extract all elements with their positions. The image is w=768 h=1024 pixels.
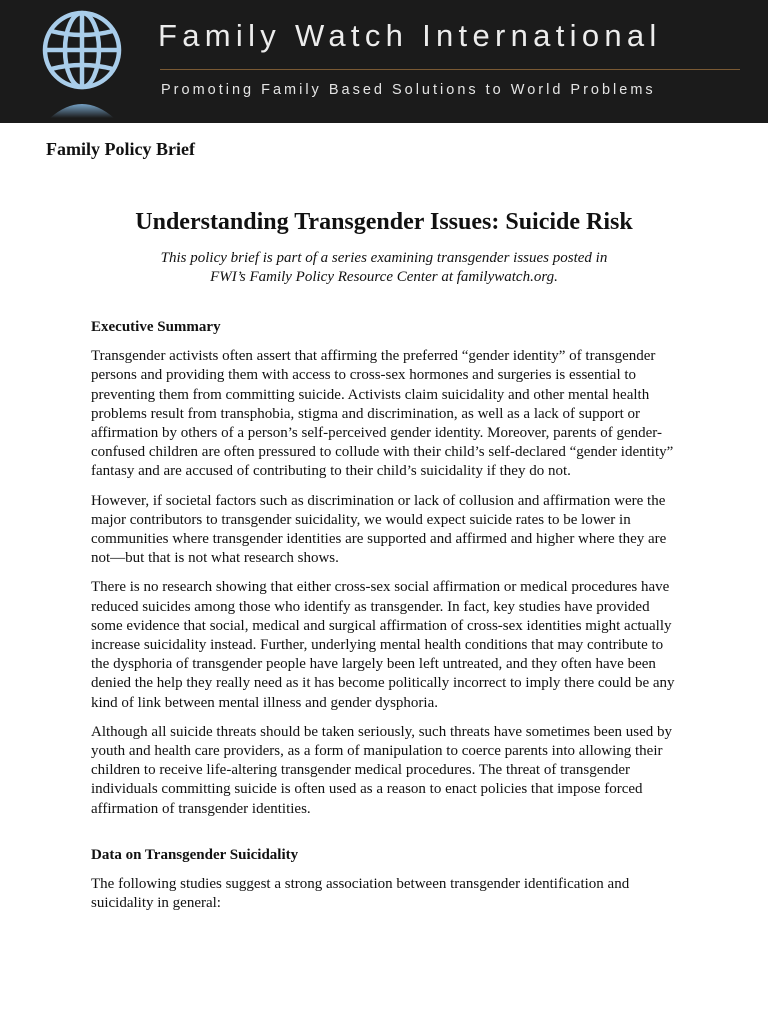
globe-icon [36, 6, 128, 118]
org-name: Family Watch International [158, 18, 662, 53]
document-title: Understanding Transgender Issues: Suicide Risk [135, 209, 633, 235]
body-paragraph: The following studies suggest a strong association between transgender identification and suicidality in general: [91, 876, 630, 912]
document-kicker: Family Policy Brief [46, 139, 195, 159]
document-intro [0, 249, 768, 287]
section-heading: Data on Transgender Suicidality [91, 846, 299, 863]
body-paragraph: Although all suicide threats should be taken seriously, such threats have sometimes been used by youth and health care providers, as a form of manipulation to coerce parents into allowing their children to receive life-altering transgender medical procedures. The threat of transgender individuals committing suicide is often used as a reason to enact policies that impose forced affirmation of transgender identities. [91, 723, 672, 817]
document-body [91, 318, 681, 923]
intro-line: FWI’s Family Policy Resource Center at familywatch.org. [210, 269, 558, 285]
org-tagline: Promoting Family Based Solutions to World Problems [161, 82, 656, 98]
intro-line: This policy brief is part of a series examining transgender issues posted in [160, 250, 608, 266]
header-divider [160, 69, 740, 70]
section-heading: Executive Summary [91, 319, 221, 335]
body-paragraph: There is no research showing that either cross-sex social affirmation or medical procedures have reduced suicides among those who identify as transgender. In fact, key studies have provided some evidence that social, medical and surgical affirmation of cross-sex identities might actually increase suicidality instead. Further, underlying mental health conditions that may contribute to the dysphoria of transgender people have largely been left untreated, and they often have been denied the help they really need as it has become politically incorrect to imply there could be any kind of link between mental illness and gender dysphoria. [91, 579, 675, 711]
body-paragraph: However, if societal factors such as discrimination or lack of collusion and affirmation were the major contributors to transgender suicidality, we would expect suicide rates to be lower in communities where transgender identities are supported and affirmed and higher where they are not—but that is not what research shows. [91, 492, 667, 567]
body-paragraph: Transgender activists often assert that affirming the preferred “gender identity” of transgender persons and providing them with access to cross-sex hormones and surgeries is essential to preventing them from committing suicide. Activists claim suicidality and other mental health problems result from transphobia, stigma and discrimination, as well as a lack of support or affirmation by others of a person’s self-perceived gender identity. Moreover, parents of gender-confused children are often pressured to collude with their child’s self-declared “gender identity” fantasy and are accused of contributing to their child’s suicidality if they do not. [91, 348, 674, 480]
header-banner [0, 0, 768, 123]
